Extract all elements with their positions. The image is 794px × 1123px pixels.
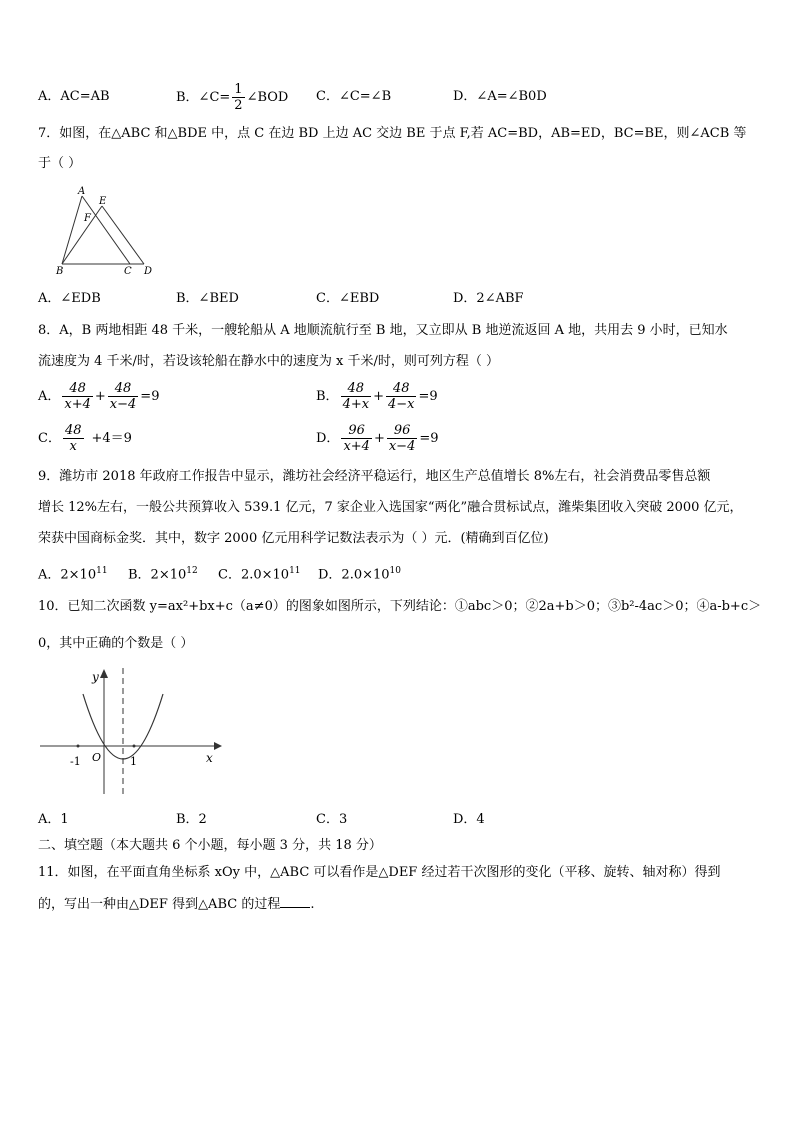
q8-b-den1: 4+x	[342, 397, 370, 412]
q8-a-den2: x−4	[109, 397, 137, 412]
q7-option-b: B．∠BED	[176, 291, 239, 306]
q7-label-a: A	[78, 186, 86, 197]
q7-stem-line1: 7．如图，在△ABC 和△BDE 中，点 C 在边 BD 上边 AC 交边 BE 于点 F,若 AC=BD，AB=ED，BC=BE，则∠ACB 等	[38, 126, 747, 141]
q6-option-d: D．∠A=∠B0D	[453, 89, 547, 104]
q9-option-a	[38, 563, 108, 583]
q7-label-f: F	[84, 213, 91, 224]
q8-option-a	[38, 378, 159, 416]
q10-x-arrow-icon	[214, 742, 222, 750]
q9-stem-line2: 增长 12%左右，一般公共预算收入 539.1 亿元，7 家企业入选国家“两化”融合贯标试点，潍柴集团收入突破 2000 亿元，	[38, 500, 743, 515]
q8-d-den2: x−4	[388, 439, 416, 454]
q9-d-exp: 10	[389, 566, 401, 576]
q8-stem-line2: 流速度为 4 千米/时，若设该轮船在静水中的速度为 x 千米/时，则可列方程（ ）	[38, 354, 500, 369]
q8-a-frac2	[108, 381, 139, 412]
q7-segment-ba	[62, 196, 82, 264]
q8-option-c	[38, 420, 132, 458]
q7-triangle-figure	[48, 184, 158, 276]
q9-a-base: A．2×10	[38, 567, 97, 583]
q8-b-eq: =9	[418, 389, 438, 404]
q8-b-frac1	[341, 381, 372, 412]
q10-label-neg1: -1	[70, 755, 81, 768]
q7-option-c: C．∠EBD	[316, 291, 380, 306]
q9-stem-line1: 9．潍坊市 2018 年政府工作报告中显示，潍坊社会经济平稳运行，地区生产总值增长 8%左右，社会消费品零售总额	[38, 469, 711, 484]
q9-option-d	[318, 563, 401, 583]
q8-option-b	[316, 378, 438, 416]
q9-c-base: C．2.0×10	[218, 567, 290, 583]
q6-option-b-post: ∠BOD	[246, 90, 289, 105]
q10-label-1: 1	[130, 755, 137, 768]
q8-a-label: A．	[38, 389, 61, 404]
q7-label-c: C	[124, 266, 132, 276]
q11-stem-line1: 11．如图，在平面直角坐标系 xOy 中，△ABC 可以看作是△DEF 经过若干次图形的变化（平移、旋转、轴对称）得到	[38, 865, 721, 880]
q8-c-frac	[63, 423, 84, 454]
q7-option-d: D．2∠ABF	[453, 291, 524, 306]
q6-option-c: C．∠C=∠B	[316, 89, 392, 104]
q9-stem-line3: 荣获中国商标金奖．其中，数字 2000 亿元用科学记数法表示为（ ）元．(精确到百亿位)	[38, 531, 549, 546]
q6-option-b-den: 2	[234, 98, 243, 113]
q8-c-label: C．	[38, 431, 61, 446]
q8-d-frac2	[387, 423, 418, 454]
q7-label-d: D	[144, 266, 153, 276]
q6-option-b-num: 1	[234, 82, 243, 97]
q8-b-frac2	[386, 381, 417, 412]
q8-c-num: 48	[64, 423, 82, 438]
q8-d-num1: 96	[341, 423, 372, 439]
q8-b-label: B．	[316, 389, 339, 404]
q11-stem-line2-text: 的，写出一种由△DEF 得到△ABC 的过程	[38, 897, 281, 912]
q9-d-base: D．2.0×10	[318, 567, 390, 583]
q10-point-1	[133, 745, 136, 748]
q11-stem-line2-end: .	[310, 897, 315, 912]
q11-answer-blank[interactable]	[280, 907, 310, 908]
q8-c-den: x	[69, 439, 77, 454]
q8-b-op: +	[373, 389, 384, 404]
q10-stem-line2: 0，其中正确的个数是（ ）	[38, 636, 194, 651]
q7-label-b: B	[56, 266, 64, 276]
q8-b-num2: 48	[386, 381, 417, 397]
q8-d-eq: =9	[419, 431, 439, 446]
q6-option-b-pre: B．∠C=	[176, 90, 231, 105]
q10-label-y: y	[92, 670, 99, 684]
q8-a-frac1	[62, 381, 93, 412]
q8-option-d	[316, 420, 439, 458]
q7-segment-ed	[102, 206, 144, 264]
q10-label-x: x	[206, 751, 213, 765]
q8-a-num2: 48	[108, 381, 139, 397]
q8-a-eq: =9	[140, 389, 160, 404]
q7-stem-line2: 于（ ）	[38, 156, 82, 171]
q10-y-arrow-icon	[100, 669, 108, 678]
q11-stem-line2	[38, 897, 314, 913]
q10-label-origin: O	[92, 751, 102, 764]
q8-d-num2: 96	[387, 423, 418, 439]
q8-b-den2: 4−x	[387, 397, 415, 412]
q10-option-b: B．2	[176, 812, 207, 827]
q7-option-a: A．∠EDB	[38, 291, 101, 306]
q10-stem-line1: 10．已知二次函数 y=ax²+bx+c（a≠0）的图象如图所示，下列结论：①abc＞0；②2a+b＞0；③b²-4ac＞0；④a-b+c＞	[38, 599, 762, 614]
q8-b-num1: 48	[341, 381, 372, 397]
q6-option-a: A．AC=AB	[38, 89, 110, 104]
q10-parabola-figure	[38, 664, 223, 799]
q8-a-num1: 48	[62, 381, 93, 397]
q8-d-label: D．	[316, 431, 340, 446]
section-2-heading: 二、填空题（本大题共 6 个小题，每小题 3 分，共 18 分）	[38, 838, 382, 853]
q10-option-c: C．3	[316, 812, 348, 827]
q6-option-b-fraction	[232, 82, 244, 113]
q8-d-op: +	[373, 431, 385, 446]
q6-option-b	[176, 82, 288, 113]
q7-segment-be	[62, 206, 102, 264]
q8-a-op: +	[94, 389, 106, 404]
q10-option-a: A．1	[38, 812, 69, 827]
q9-option-c	[218, 563, 301, 583]
q10-option-d: D．4	[453, 812, 485, 827]
q8-a-den1: x+4	[64, 397, 91, 412]
q9-option-b	[128, 563, 198, 583]
q9-a-exp: 11	[96, 566, 108, 576]
q8-stem-line1: 8．A，B 两地相距 48 千米，一艘轮船从 A 地顺流航行至 B 地，又立即从 B 地逆流返回 A 地，共用去 9 小时，已知水	[38, 323, 728, 338]
q8-c-rest: +4＝9	[91, 431, 132, 446]
q9-c-exp: 11	[289, 566, 301, 576]
q9-b-base: B．2×10	[128, 567, 187, 583]
q8-d-frac1	[341, 423, 372, 454]
q8-d-den1: x+4	[343, 439, 370, 454]
q7-label-e: E	[99, 196, 107, 207]
q9-b-exp: 12	[186, 566, 198, 576]
q10-point-neg1	[77, 745, 80, 748]
